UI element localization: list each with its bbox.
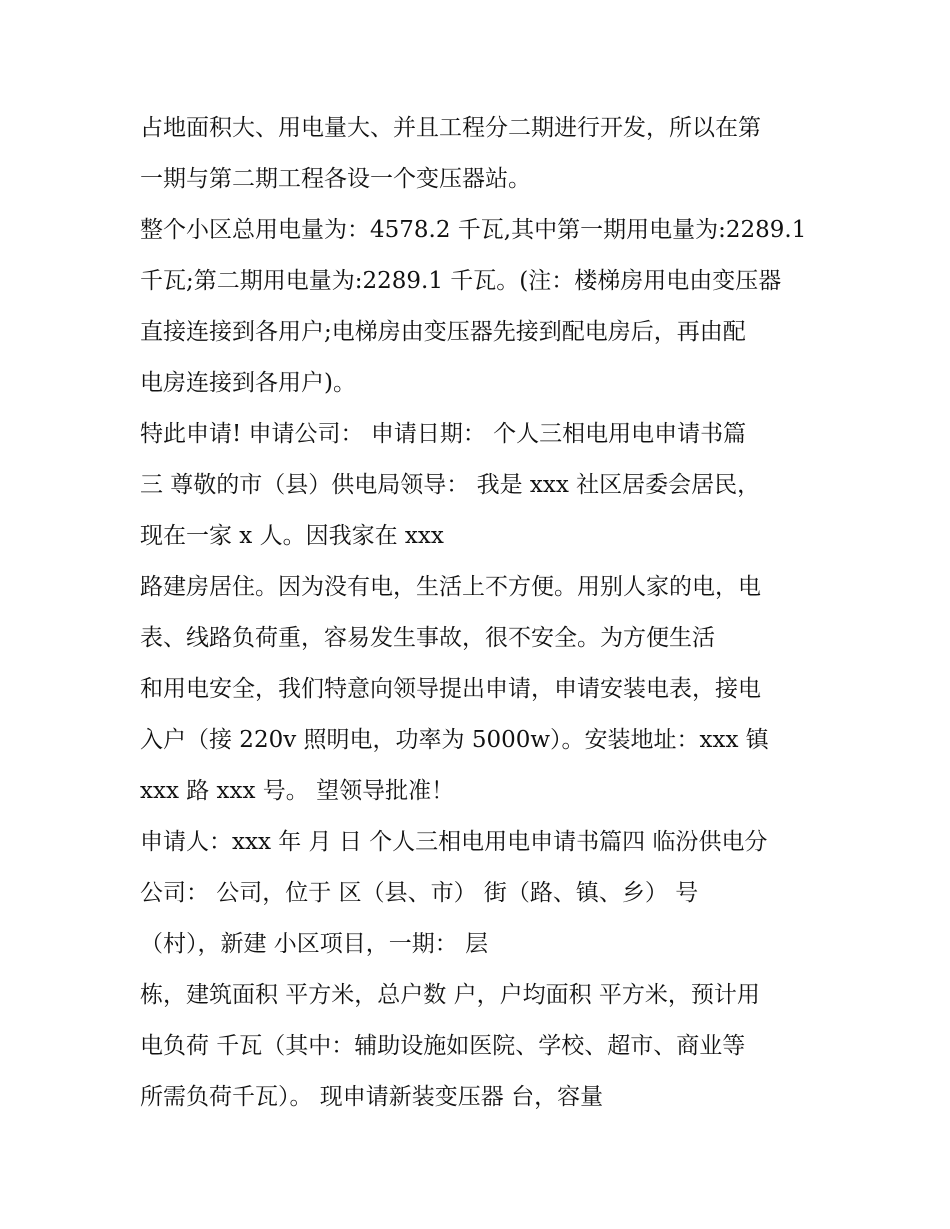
text-line: （村），新建 小区项目，一期： 层	[140, 931, 489, 957]
text-line: 三 尊敬的市（县）供电局领导： 我是 xxx 社区居委会居民，	[140, 472, 761, 498]
text-line: 入户（接 220v 照明电，功率为 5000w）。安装地址：xxx 镇	[140, 727, 769, 753]
text-line: 栋，建筑面积 平方米，总户数 户，户均面积 平方米，预计用	[140, 982, 760, 1008]
text-line: 占地面积大、用电量大、并且工程分二期进行开发，所以在第	[140, 115, 761, 141]
document-body	[140, 103, 820, 1123]
text-line: 所需负荷千瓦）。 现申请新装变压器 台，容量	[140, 1084, 604, 1110]
text-line: 特此申请! 申请公司： 申请日期： 个人三相电用电申请书篇	[140, 421, 747, 447]
text-line: 现在一家 x 人。因我家在 xxx	[140, 523, 444, 549]
text-line: xxx 路 xxx 号。 望领导批准！	[140, 778, 455, 804]
text-line: 路建房居住。因为没有电，生活上不方便。用别人家的电，电	[140, 574, 761, 600]
text-line: 千瓦;第二期用电量为:2289.1 千瓦。(注：楼梯房用电由变压器	[140, 268, 782, 294]
text-line: 直接连接到各用户;电梯房由变压器先接到配电房后，再由配	[140, 319, 746, 345]
text-line: 和用电安全，我们特意向领导提出申请，申请安装电表，接电	[140, 676, 761, 702]
text-line: 一期与第二期工程各设一个变压器站。	[140, 166, 531, 192]
text-line: 电负荷 千瓦（其中：辅助设施如医院、学校、超市、商业等	[140, 1033, 746, 1059]
text-line: 公司： 公司，位于 区（县、市） 街（路、镇、乡） 号	[140, 880, 699, 906]
text-line: 表、线路负荷重，容易发生事故，很不安全。为方便生活	[140, 625, 715, 651]
text-line: 申请人：xxx 年 月 日 个人三相电用电申请书篇四 临汾供电分	[140, 829, 768, 855]
text-line: 电房连接到各用户)。	[140, 370, 356, 396]
text-line: 整个小区总用电量为：4578.2 千瓦,其中第一期用电量为:2289.1	[140, 217, 807, 243]
